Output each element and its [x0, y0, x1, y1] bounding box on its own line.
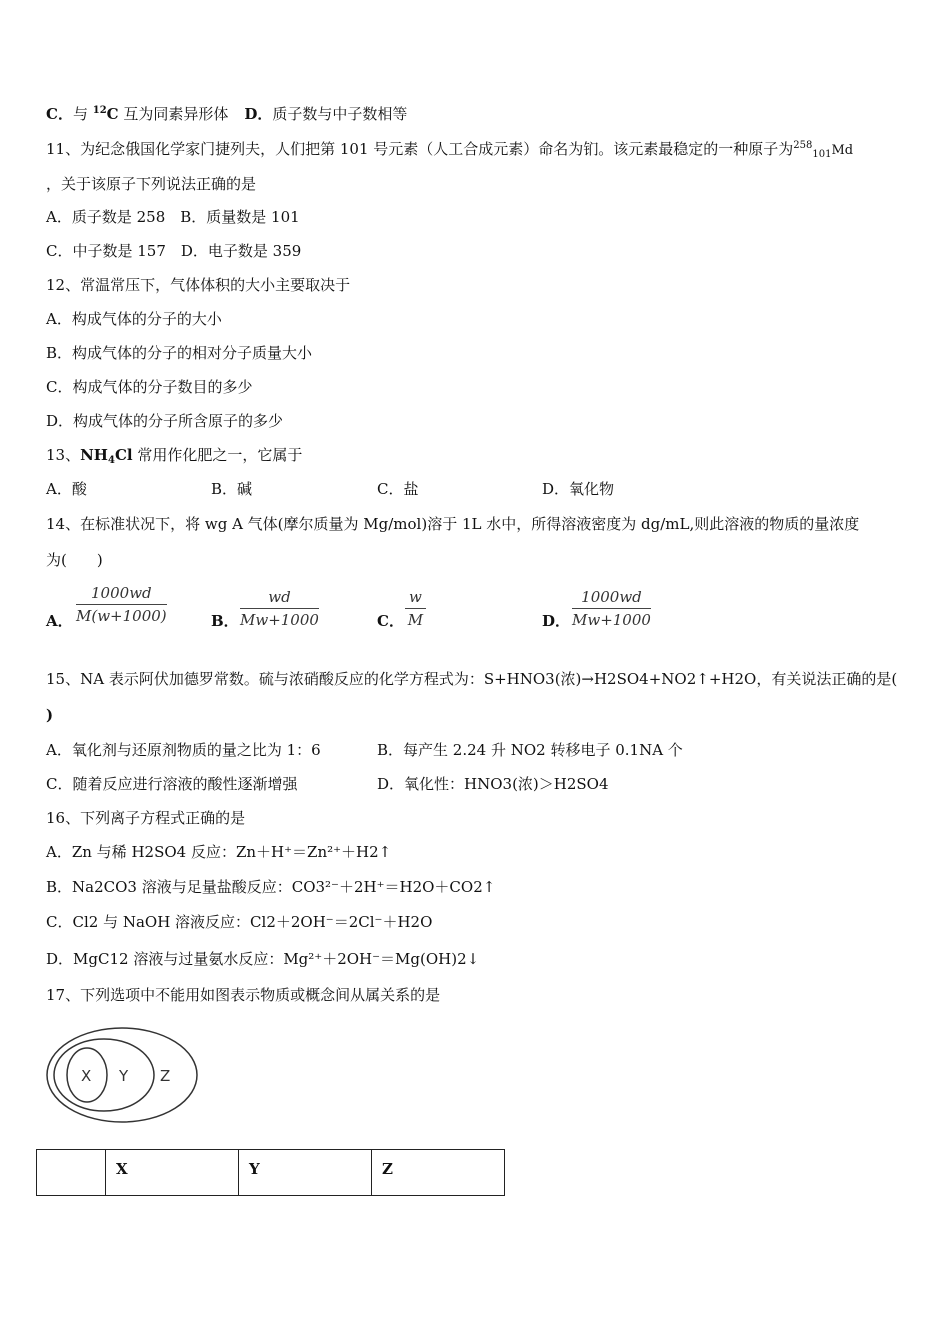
q13-stem-post: 常用作化肥之一，它属于: [132, 446, 303, 464]
q15-option-b: B．每产生 2.24 升 NO2 转移电子 0.1NA 个: [377, 741, 683, 759]
q10-opt-c-elem: C: [106, 105, 119, 123]
q10-opt-c-sup: 12: [92, 105, 107, 116]
q13-option-c: C．盐: [377, 480, 419, 498]
q14-option-c-label: C．: [377, 612, 404, 630]
q14-option-d-fraction: [572, 588, 651, 629]
q10-opt-d-text: 质子数与中子数相等: [272, 105, 408, 123]
q15-stem2: ): [46, 706, 54, 724]
q14-c-numerator: w: [405, 588, 426, 609]
q11-stem: [46, 136, 853, 165]
q14-option-d-label: D．: [542, 612, 571, 630]
venn-diagram: [44, 1024, 204, 1124]
q13-option-d: D．氧化物: [542, 480, 615, 498]
q14-a-denominator: M(w+1000): [76, 607, 167, 625]
q14-d-denominator: Mw+1000: [572, 611, 651, 629]
q13-stem-pre: 13、: [46, 446, 81, 464]
q13-sub4: 4: [107, 455, 115, 466]
q15-stem: 15、NA 表示阿伏加德罗常数。硫与浓硝酸反应的化学方程式为：S+HNO3(浓)→H2SO4+NO2↑+H2O，有关说法正确的是(: [46, 670, 898, 688]
q13-cl: Cl: [114, 446, 133, 464]
venn-y-ellipse: [54, 1039, 154, 1111]
q12-stem: 12、常温常压下，气体体积的大小主要取决于: [46, 276, 351, 294]
q14-d-numerator: 1000wd: [572, 588, 651, 609]
q17-options-table: [36, 1149, 505, 1196]
q11-atomic-number: 101: [812, 149, 832, 160]
q14-option-b-fraction: [240, 588, 319, 629]
q10-opt-c-post: 互为同素异形体: [118, 105, 229, 123]
table-header-blank: [37, 1150, 106, 1196]
q12-option-d: D．构成气体的分子所含原子的多少: [46, 412, 284, 430]
q10-opt-d-label: D．: [244, 105, 273, 123]
q14-option-b-label: B．: [211, 612, 239, 630]
q16-option-c: C．Cl2 与 NaOH 溶液反应：Cl2＋2OH⁻＝2Cl⁻＋H2O: [46, 913, 433, 931]
q14-b-numerator: wd: [240, 588, 319, 609]
q11-stem-text: 11、为纪念俄国化学家门捷列夫，人们把第 101 号元素（人工合成元素）命名为钔。该元素最稳定的一种原子为: [46, 140, 794, 158]
q16-option-b: B．Na2CO3 溶液与足量盐酸反应：CO3²⁻＋2H⁺＝H2O＋CO2↑: [46, 878, 496, 896]
q14-option-a-label: A．: [46, 612, 73, 630]
table-header-z: Z: [372, 1150, 505, 1196]
venn-y-label: Y: [119, 1067, 129, 1085]
table-header-x: X: [106, 1150, 239, 1196]
q16-option-a: A．Zn 与稀 H2SO4 反应：Zn＋H⁺＝Zn²⁺＋H2↑: [46, 843, 392, 861]
q16-option-d: D．MgC12 溶液与过量氨水反应：Mg²⁺＋2OH⁻＝Mg(OH)2↓: [46, 950, 480, 968]
q12-option-b: B．构成气体的分子的相对分子质量大小: [46, 344, 313, 362]
q11-stem2: ，关于该原子下列说法正确的是: [46, 175, 257, 193]
table-row: [37, 1150, 505, 1196]
q16-stem: 16、下列离子方程式正确的是: [46, 809, 246, 827]
q14-c-denominator: M: [407, 611, 424, 629]
q15-option-c: C．随着反应进行溶液的酸性逐渐增强: [46, 775, 298, 793]
q12-option-a: A．构成气体的分子的大小: [46, 310, 222, 328]
q17-stem: 17、下列选项中不能用如图表示物质或概念间从属关系的是: [46, 986, 441, 1004]
q13-nh: NH: [80, 446, 108, 464]
q14-b-denominator: Mw+1000: [240, 611, 319, 629]
q11-options-ab: A．质子数是 258 B．质量数是 101: [46, 208, 300, 226]
q10-opt-c-pre: 与: [72, 105, 93, 123]
q15-option-a: A．氧化剂与还原剂物质的量之比为 1：6: [46, 741, 321, 759]
q10-options-cd: [46, 101, 407, 124]
q14-option-c-fraction: [405, 588, 426, 629]
q15-option-d: D．氧化性：HNO3(浓)＞H2SO4: [377, 775, 609, 793]
q14-stem: 14、在标准状况下，将 wg A 气体(摩尔质量为 Mg/mol)溶于 1L 水中，所得溶液密度为 dg/mL,则此溶液的物质的量浓度: [46, 515, 860, 533]
q13-option-a: A．酸: [46, 480, 87, 498]
q14-stem2: 为( ): [46, 551, 103, 569]
q12-option-c: C．构成气体的分子数目的多少: [46, 378, 253, 396]
q11-symbol: Md: [831, 143, 854, 158]
venn-z-label: Z: [160, 1067, 171, 1085]
q13-stem: [46, 445, 302, 471]
q11-mass-number: 258: [793, 140, 813, 151]
q10-opt-c-label: C．: [46, 105, 73, 123]
q11-options-cd: C．中子数是 157 D．电子数是 359: [46, 242, 302, 260]
table-header-y: Y: [239, 1150, 372, 1196]
q13-option-b: B．碱: [211, 480, 253, 498]
q14-a-numerator: 1000wd: [76, 584, 167, 605]
venn-x-label: X: [81, 1067, 92, 1085]
q14-option-a-fraction: [76, 584, 167, 625]
